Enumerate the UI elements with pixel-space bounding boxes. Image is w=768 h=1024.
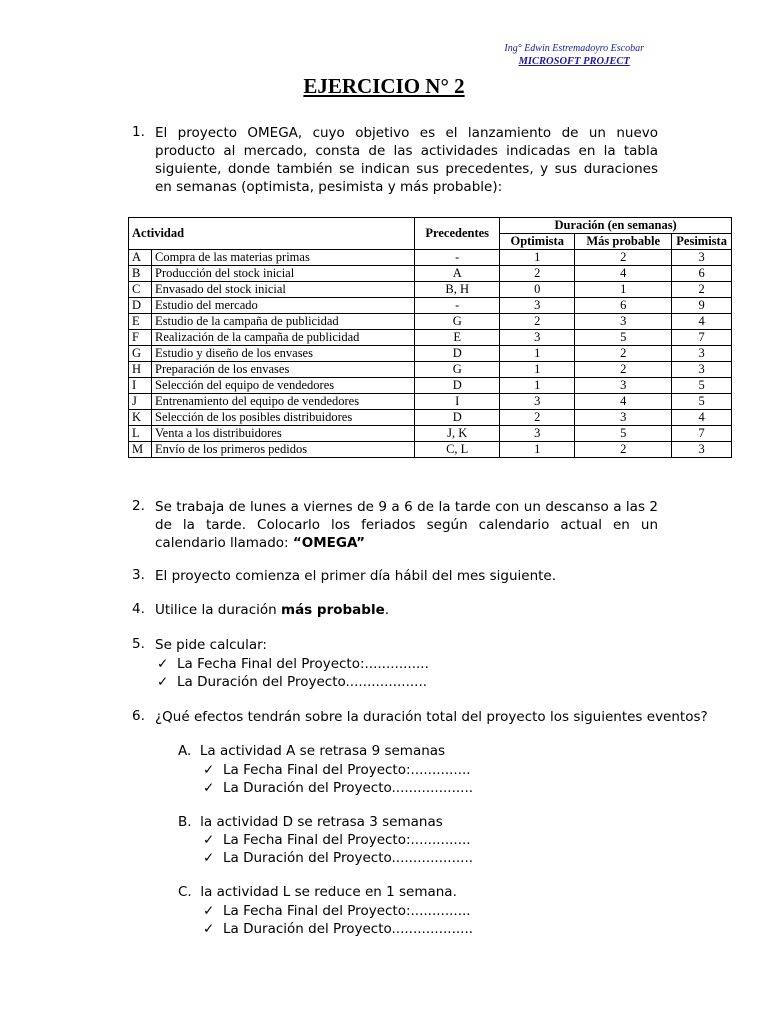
check-icon: ✓ [203, 903, 215, 919]
check-text: La Fecha Final del Proyecto:.............. [223, 762, 471, 778]
cell-most-likely: 2 [575, 442, 672, 458]
table-row [129, 298, 732, 314]
cell-id: B [129, 266, 152, 282]
case-letter: C. [178, 884, 192, 900]
item-3-text: El proyecto comienza el primer día hábil del mes siguiente. [155, 568, 557, 584]
check-text: La Duración del Proyecto................... [223, 921, 474, 937]
cell-activity: Selección del equipo de vendedores [152, 378, 415, 394]
case-b-check-2 [203, 849, 473, 867]
check-text: La Duración del Proyecto................... [177, 674, 428, 690]
table-row [129, 378, 732, 394]
cell-most-likely: 4 [575, 266, 672, 282]
cell-activity: Estudio y diseño de los envases [152, 346, 415, 362]
cell-most-likely: 3 [575, 410, 672, 426]
cell-id: K [129, 410, 152, 426]
case-text: La actividad A se retrasa 9 semanas [199, 743, 446, 759]
cell-activity: Envío de los primeros pedidos [152, 442, 415, 458]
cell-id: C [129, 282, 152, 298]
subject-name: MICROSOFT PROJECT [518, 56, 630, 67]
check-icon: ✓ [157, 674, 169, 690]
cell-activity: Realización de la campaña de publicidad [152, 330, 415, 346]
cell-optimistic: 1 [500, 250, 575, 266]
case-b-check-1 [203, 831, 471, 849]
case-a-check-2 [203, 779, 473, 797]
item-5-number: 5. [132, 636, 145, 652]
cell-most-likely: 2 [575, 250, 672, 266]
cell-pessimistic: 3 [672, 362, 732, 378]
cell-pessimistic: 4 [672, 314, 732, 330]
cell-precedents: G [415, 314, 500, 330]
cell-optimistic: 3 [500, 330, 575, 346]
table-row [129, 362, 732, 378]
cell-precedents: - [415, 250, 500, 266]
cell-precedents: E [415, 330, 500, 346]
item-4-period: . [384, 602, 390, 618]
cell-activity: Estudio de la campaña de publicidad [152, 314, 415, 330]
cell-optimistic: 1 [500, 346, 575, 362]
item-5-check-2 [157, 673, 427, 691]
cell-precedents: G [415, 362, 500, 378]
cell-id: A [129, 250, 152, 266]
case-c-check-2 [203, 920, 473, 938]
cell-pessimistic: 3 [672, 250, 732, 266]
case-letter: A. [178, 743, 192, 759]
item-6-number: 6. [132, 708, 145, 724]
cell-optimistic: 1 [500, 378, 575, 394]
header-activity: Actividad [129, 218, 415, 250]
table-body [129, 250, 732, 458]
check-text: La Duración del Proyecto................... [223, 780, 474, 796]
header-most-likely: Más probable [575, 234, 672, 250]
table-row [129, 346, 732, 362]
cell-most-likely: 2 [575, 362, 672, 378]
item-2-body: Se trabaja de lunes a viernes de 9 a 6 de la tarde con un descanso a las 2 de la tarde. Colocarlo los feriados según calendario actual en un calendario llamado: [155, 499, 658, 551]
case-a-check-1 [203, 761, 471, 779]
table-row [129, 442, 732, 458]
cell-most-likely: 1 [575, 282, 672, 298]
check-icon: ✓ [203, 762, 215, 778]
item-5-text: Se pide calcular: [155, 637, 267, 653]
case-b [178, 813, 443, 831]
cell-pessimistic: 7 [672, 330, 732, 346]
check-icon: ✓ [203, 921, 215, 937]
cell-activity: Producción del stock inicial [152, 266, 415, 282]
header-precedents: Precedentes [415, 218, 500, 250]
cell-id: G [129, 346, 152, 362]
cell-pessimistic: 3 [672, 442, 732, 458]
table-header-row [129, 218, 732, 234]
item-4-body: Utilice la duración [155, 602, 277, 618]
case-c [178, 883, 457, 901]
cell-optimistic: 0 [500, 282, 575, 298]
case-c-check-1 [203, 902, 471, 920]
case-letter: B. [178, 814, 192, 830]
item-4-number: 4. [132, 601, 145, 617]
cell-activity: Entrenamiento del equipo de vendedores [152, 394, 415, 410]
cell-pessimistic: 5 [672, 378, 732, 394]
cell-optimistic: 3 [500, 426, 575, 442]
cell-pessimistic: 3 [672, 346, 732, 362]
case-a [178, 742, 445, 760]
cell-activity: Selección de los posibles distribuidores [152, 410, 415, 426]
cell-precedents: D [415, 346, 500, 362]
item-6-text: ¿Qué efectos tendrán sobre la duración total del proyecto los siguientes eventos? [155, 709, 708, 725]
cell-precedents: B, H [415, 282, 500, 298]
item-1-number: 1. [132, 124, 145, 140]
cell-id: E [129, 314, 152, 330]
cell-optimistic: 2 [500, 410, 575, 426]
cell-optimistic: 3 [500, 394, 575, 410]
cell-pessimistic: 2 [672, 282, 732, 298]
cell-most-likely: 5 [575, 330, 672, 346]
item-2-text [155, 498, 658, 552]
header-pessimistic: Pesimista [672, 234, 732, 250]
cell-id: H [129, 362, 152, 378]
cell-id: J [129, 394, 152, 410]
cell-most-likely: 3 [575, 378, 672, 394]
page-title: EJERCICIO N° 2 [303, 74, 465, 98]
check-text: La Fecha Final del Proyecto:.............. [223, 903, 471, 919]
cell-most-likely: 3 [575, 314, 672, 330]
table-row [129, 426, 732, 442]
cell-optimistic: 2 [500, 314, 575, 330]
check-icon: ✓ [203, 780, 215, 796]
cell-most-likely: 4 [575, 394, 672, 410]
check-text: La Fecha Final del Proyecto:............... [177, 656, 429, 672]
cell-precedents: A [415, 266, 500, 282]
cell-activity: Envasado del stock inicial [152, 282, 415, 298]
cell-activity: Compra de las materias primas [152, 250, 415, 266]
item-5-check-1 [157, 655, 429, 673]
cell-activity: Estudio del mercado [152, 298, 415, 314]
item-4-emphasis: más probable [281, 602, 385, 618]
table-row [129, 250, 732, 266]
cell-precedents: D [415, 410, 500, 426]
cell-optimistic: 2 [500, 266, 575, 282]
cell-pessimistic: 6 [672, 266, 732, 282]
check-text: La Duración del Proyecto................... [223, 850, 474, 866]
cell-optimistic: 3 [500, 298, 575, 314]
cell-activity: Preparación de los envases [152, 362, 415, 378]
cell-activity: Venta a los distribuidores [152, 426, 415, 442]
cell-optimistic: 1 [500, 442, 575, 458]
item-2-number: 2. [132, 498, 145, 514]
cell-pessimistic: 5 [672, 394, 732, 410]
cell-precedents: I [415, 394, 500, 410]
table-row [129, 282, 732, 298]
item-3-number: 3. [132, 567, 145, 583]
case-text: la actividad L se reduce en 1 semana. [200, 884, 457, 900]
table-row [129, 266, 732, 282]
cell-most-likely: 6 [575, 298, 672, 314]
check-icon: ✓ [157, 656, 169, 672]
table-row [129, 314, 732, 330]
header-duration: Duración (en semanas) [500, 218, 732, 234]
cell-id: F [129, 330, 152, 346]
cell-optimistic: 1 [500, 362, 575, 378]
cell-precedents: - [415, 298, 500, 314]
calendar-name: “OMEGA” [292, 535, 366, 551]
cell-precedents: C, L [415, 442, 500, 458]
check-icon: ✓ [203, 832, 215, 848]
cell-id: M [129, 442, 152, 458]
header-optimistic: Optimista [500, 234, 575, 250]
table-row [129, 330, 732, 346]
activities-table [128, 217, 732, 458]
cell-id: I [129, 378, 152, 394]
cell-pessimistic: 9 [672, 298, 732, 314]
table-row [129, 410, 732, 426]
cell-most-likely: 5 [575, 426, 672, 442]
check-text: La Fecha Final del Proyecto:.............. [223, 832, 471, 848]
check-icon: ✓ [203, 850, 215, 866]
item-4-text [155, 601, 389, 619]
document-header [504, 42, 644, 68]
table-row [129, 394, 732, 410]
cell-precedents: J, K [415, 426, 500, 442]
cell-pessimistic: 7 [672, 426, 732, 442]
cell-id: D [129, 298, 152, 314]
cell-precedents: D [415, 378, 500, 394]
item-1-text: El proyecto OMEGA, cuyo objetivo es el lanzamiento de un nuevo producto al mercado, consta de las actividades indicadas en la tabla siguiente, donde también se indican sus precedentes, y sus duraciones en semanas (optimista, pesimista y más probable): [155, 125, 658, 195]
case-text: la actividad D se retrasa 3 semanas [200, 814, 443, 830]
cell-most-likely: 2 [575, 346, 672, 362]
author-name: Ing° Edwin Estremadoyro Escobar [504, 43, 644, 54]
cell-pessimistic: 4 [672, 410, 732, 426]
cell-id: L [129, 426, 152, 442]
